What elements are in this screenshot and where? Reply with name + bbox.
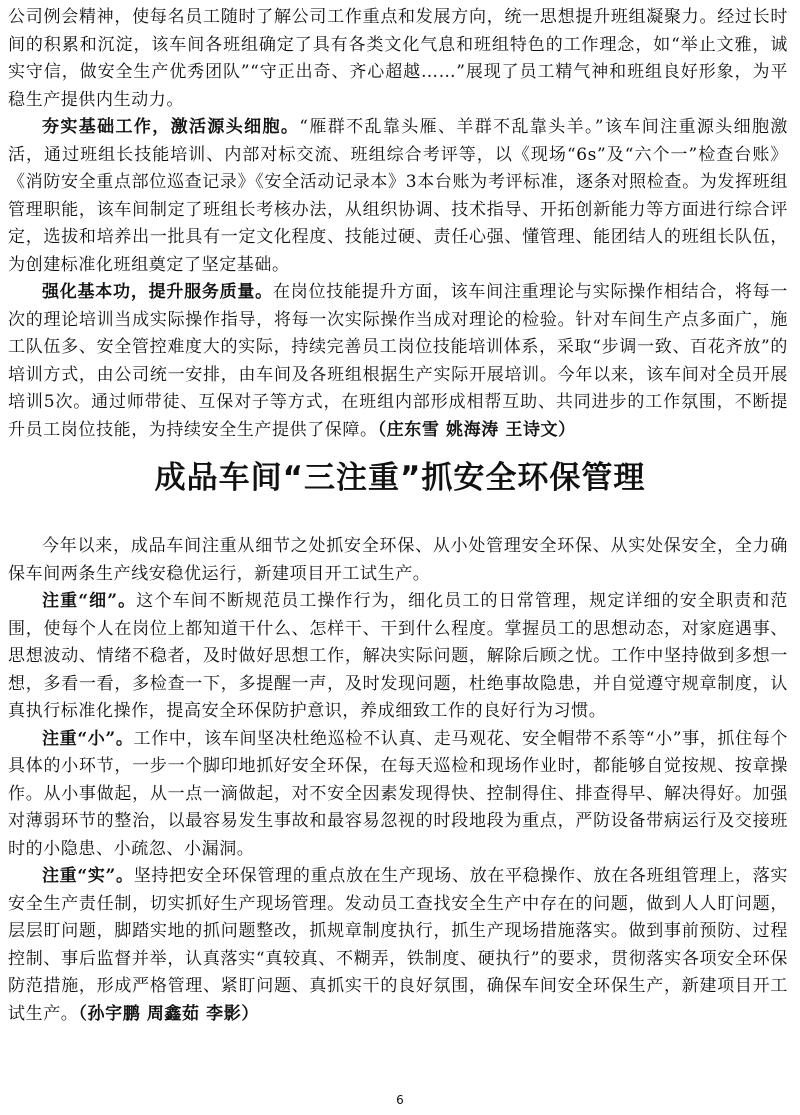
article-paragraph [8,588,788,726]
paragraph-lead: 注重“小”。 [42,728,134,749]
article-continued [8,4,788,444]
paragraph-body: 工作中，该车间坚决杜绝巡检不认真、走马观花、安全帽带不系等“小”事，抓住每个具体的小环节，一步一个脚印地抓好安全环保，在每天巡检和现场作业时，都能够自觉按规、按章操作。从小事做起，从一点一滴做起，对不安全因素发现得快、控制得住、排查得早、解决得好。加强对薄弱环节的整治，以最容易发生事故和最容易忽视的时段地段为重点，严防设备带病运行及交接班时的小隐患、小疏忽、小漏洞。 [8,728,788,859]
article-paragraph: 今年以来，成品车间注重从细节之处抓安全环保、从小处管理安全环保、从实处保安全，全力确保车间两条生产线安稳优运行，新建项目开工试生产。 [8,536,788,584]
author-byline: （孙宇鹏 周鑫茹 李影） [78,1003,259,1024]
paragraph-body: 这个车间不断规范员工操作行为，细化员工的日常管理，规定详细的安全职责和范围，使每个人在岗位上都知道干什么、怎样干、干到什么程度。掌握员工的思想动态，对家庭遇事、思想波动、情绪不稳者，及时做好思想工作，解决实际问题，解除后顾之忧。工作中坚持做到多想一想，多看一看，多检查一下，多提醒一声，及时发现问题，杜绝事故隐患，并自觉遵守规章制度，认真执行标准化操作，提高安全环保防护意识，养成细致工作的良好行为习惯。 [8,591,788,721]
paragraph-body: “雁群不乱靠头雁、羊群不乱靠头羊。”该车间注重源头细胞激活，通过班组长技能培训、内部对标交流、班组综合考评等，以《现场“6s”及“六个一”检查台账》《消防安全重点部位巡查记录》《安全活动记录本》3本台账为考评标准，逐条对照检查。为发挥班组管理职能，该车间制定了班组长考核办法，从组织协调、技术指导、开拓创新能力等方面进行综合评定，选拔和培养出一批具有一定文化程度、技能过硬、责任心强、懂管理、能团结人的班组长队伍，为创建标准化班组奠定了坚定基础。 [8,117,788,275]
paragraph-lead: 强化基本功，提升服务质量。 [42,282,273,302]
page-number: 6 [396,1093,404,1107]
article-paragraph [8,279,788,444]
article-body [8,533,788,1028]
paragraph-lead: 夯实基础工作，激活源头细胞。 [42,117,300,137]
paragraph-body: 坚持把安全环保管理的重点放在生产现场、放在平稳操作、放在各班组管理上，落实安全生产责任制，切实抓好生产现场管理。发动员工查找安全生产中存在的问题，做到人人盯问题，层层盯问题，脚踏实地的抓问题整改，抓规章制度执行，抓生产现场措施落实。做到事前预防、过程控制、事后监督并举，认真落实“真较真、不糊弄，铁制度、硬执行”的要求，贯彻落实各项安全环保防范措施，形成严格管理、紧盯问题、真抓实干的良好氛围，确保车间安全环保生产，新建项目开工试生产。 [8,866,788,1024]
article-paragraph: 公司例会精神，使每名员工随时了解公司工作重点和发展方向，统一思想提升班组凝聚力。经过长时间的积累和沉淀，该车间各班组确定了具有各类文化气息和班组特色的工作理念，如“举止文雅，诚实守信，做安全生产优秀团队”“守正出奇、齐心超越……”展现了员工精气神和班组良好形象，为平稳生产提供内生动力。 [8,7,788,110]
article-paragraph [8,114,788,279]
author-byline: （庄东雪 姚海涛 王诗文） [377,419,576,440]
paragraph-lead: 注重“实”。 [42,866,134,886]
article-headline: 成品车间“三注重”抓安全环保管理 [154,460,646,496]
article-paragraph [8,726,788,864]
article-paragraph [8,863,788,1028]
paragraph-lead: 注重“细”。 [42,591,137,611]
paragraph-body: 在岗位技能提升方面，该车间注重理论与实际操作相结合，将每一次的理论培训当成实际操作指导，将每一次实际操作当成对理论的检验。针对车间生产点多面广，施工队伍多、安全管控难度大的实际，持续完善员工岗位技能培训体系，采取“步调一致、百花齐放”的培训方式，由公司统一安排，由车间及各班组根据生产实际开展培训。今年以来，该车间对全员开展培训5次。通过师带徒、互保对子等方式，在班组内部形成相帮互助、共同进步的工作氛围，不断提升员工岗位技能，为持续安全生产提供了保障。 [8,282,788,440]
